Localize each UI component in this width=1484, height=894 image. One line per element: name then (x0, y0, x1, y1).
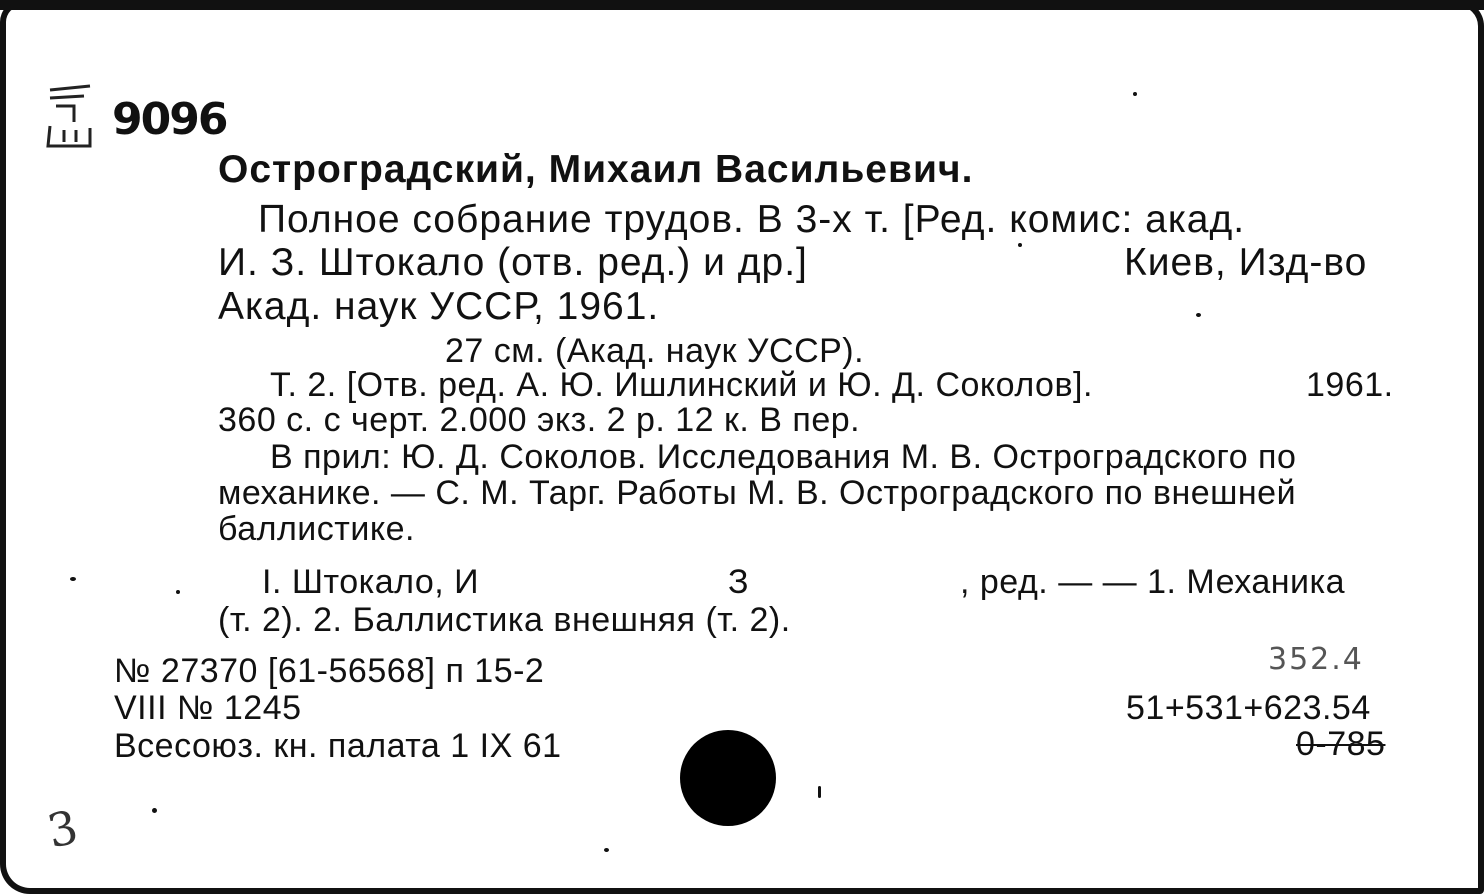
punch-hole (680, 730, 776, 826)
classification-code: 51+531+623.54 (1126, 689, 1371, 727)
speck (604, 848, 609, 852)
title-line-2: И. З. Штокало (отв. ред.) и др.] (218, 241, 808, 284)
volume-year: 1961. (1306, 366, 1394, 404)
speck (176, 590, 180, 594)
card-top-edge (0, 0, 1484, 10)
speck (152, 808, 157, 813)
appendix-line-3: баллистике. (218, 510, 415, 548)
speck (1196, 313, 1201, 317)
volume-editors: Т. 2. [Отв. ред. А. Ю. Ишлинский и Ю. Д. Соколов]. (270, 366, 1093, 404)
subject-entry-2: (т. 2). 2. Баллистика внешняя (т. 2). (218, 601, 791, 639)
class-code-struck: 0-785 (1296, 725, 1386, 763)
size-series: 27 см. (Акад. наук УССР). (445, 332, 865, 370)
footer-line-2: VIII № 1245 (114, 689, 302, 727)
margin-pencil-mark: 3 (42, 799, 83, 859)
author-heading: Остроградский, Михаил Васильевич. (218, 148, 974, 191)
volume-physical: 360 с. с черт. 2.000 экз. 2 р. 12 к. В пер. (218, 401, 861, 439)
speck (818, 786, 821, 798)
speck (70, 577, 76, 581)
footer-line-3: Всесоюз. кн. палата 1 IX 61 (114, 727, 562, 765)
appendix-line-2: механике. — С. М. Тарг. Работы М. В. Остроградского по внешней (218, 474, 1297, 512)
stamp-icon (44, 84, 96, 154)
appendix-line-1: В прил: Ю. Д. Соколов. Исследования М. В. Остроградского по (270, 438, 1297, 476)
speck (1018, 243, 1022, 247)
subject-entry-1b: З (728, 563, 750, 601)
accession-number: 9096 (112, 94, 227, 145)
publisher-place: Киев, Изд-во (1124, 241, 1368, 284)
title-line-1: Полное собрание трудов. В 3-х т. [Ред. комис: акад. (258, 198, 1246, 241)
footer-line-1: № 27370 [61-56568] п 15-2 (114, 652, 545, 690)
publisher-line: Акад. наук УССР, 1961. (218, 285, 660, 328)
subject-entry-1c: , ред. — — 1. Механика (960, 563, 1346, 601)
subject-entry-1a: I. Штокало, И (262, 563, 480, 601)
handwritten-shelf-mark: 352.4 (1268, 642, 1364, 677)
speck (1133, 92, 1137, 96)
